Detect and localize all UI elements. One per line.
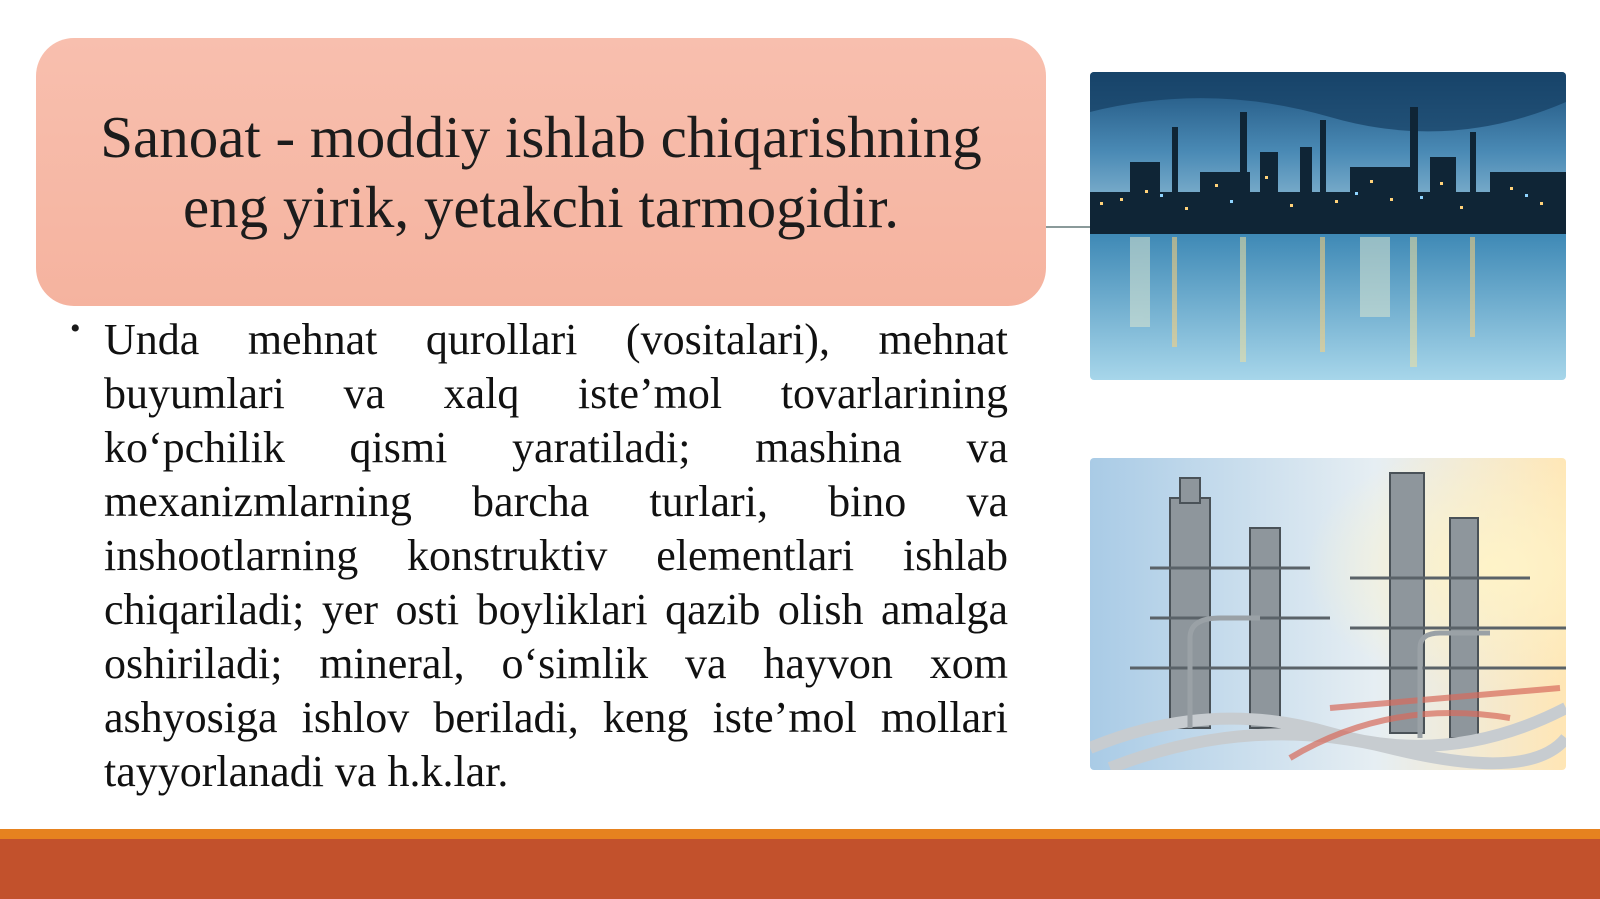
industrial-plant-photo: [1090, 458, 1566, 770]
slide-title: Sanoat - moddiy ishlab chiqarishning eng yirik, yetakchi tarmogidir.: [100, 104, 982, 240]
body-paragraph: Unda mehnat qurollari (vositalari), mehnat buyumlari va xalq iste’mol tovarlarining ko‘pchilik qismi yaratiladi; mashina va mexanizmlarning barcha turlari, bino va inshootlarning konstruktiv elementlari ishlab chiqariladi; yer osti boyliklari qazib olish amalga oshiriladi; mineral, o‘simlik va hayvon xom ashyosiga ishlov beriladi, keng iste’mol mollari tayyorlanadi va h.k.lar.: [104, 315, 1008, 796]
footer-accent-line: [0, 829, 1600, 839]
bullet-marker: •: [70, 312, 81, 345]
title-box: [36, 38, 1046, 306]
refinery-night-photo: [1090, 72, 1566, 380]
footer-bar: [0, 839, 1600, 899]
connector-line: [1046, 226, 1096, 228]
